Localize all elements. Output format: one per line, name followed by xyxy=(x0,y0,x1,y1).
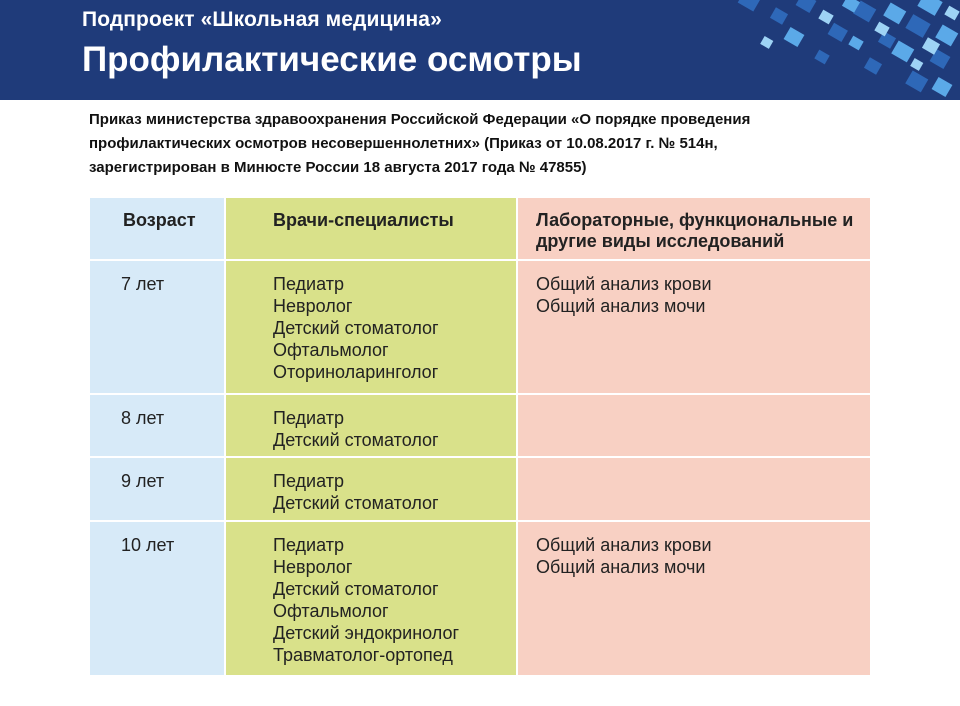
lab-item: Общий анализ мочи xyxy=(536,296,706,316)
age-value: 7 лет xyxy=(121,274,165,294)
header-age: Возраст xyxy=(89,197,225,260)
doctor-item: Травматолог-ортопед xyxy=(273,645,453,665)
age-cell xyxy=(89,521,225,676)
age-value: 8 лет xyxy=(121,408,165,428)
doctors-cell xyxy=(225,260,517,394)
header-doctors: Врачи-специалисты xyxy=(225,197,517,260)
table-row xyxy=(89,394,871,457)
doctor-item: Детский стоматолог xyxy=(273,579,439,599)
doctor-item: Офтальмолог xyxy=(273,340,389,360)
age-cell xyxy=(89,457,225,521)
doctors-cell xyxy=(225,394,517,457)
doctor-item: Педиатр xyxy=(273,408,344,428)
doctor-item: Невролог xyxy=(273,296,353,316)
examination-table xyxy=(88,196,872,677)
doctor-item: Детский стоматолог xyxy=(273,430,439,450)
doctor-item: Детский эндокринолог xyxy=(273,623,460,643)
slide-title: Профилактические осмотры xyxy=(82,40,582,79)
lab-item: Общий анализ крови xyxy=(536,535,712,555)
lab-item: Общий анализ мочи xyxy=(536,557,706,577)
slide-subtitle: Подпроект «Школьная медицина» xyxy=(82,8,442,31)
doctor-item: Педиатр xyxy=(273,535,344,555)
doctor-item: Оториноларинголог xyxy=(273,362,439,382)
doctor-item: Офтальмолог xyxy=(273,601,389,621)
age-cell xyxy=(89,260,225,394)
header-band xyxy=(0,0,960,100)
age-value: 10 лет xyxy=(121,535,175,555)
doctor-item: Педиатр xyxy=(273,274,344,294)
labs-cell xyxy=(517,260,871,394)
age-cell xyxy=(89,394,225,457)
order-reference-text: Приказ министерства здравоохранения Российской Федерации «О порядке проведения профилактических осмотров несовершеннолетних» (Приказ от 10.08.2017 г. № 514н, зарегистрирован в Минюсте России 18 августа 2017 года № 47855) xyxy=(89,111,751,176)
doctors-cell xyxy=(225,457,517,521)
header-labs: Лабораторные, функциональные и другие виды исследований xyxy=(517,197,871,260)
doctor-item: Невролог xyxy=(273,557,353,577)
table-row xyxy=(89,521,871,676)
table-header-row xyxy=(89,197,871,260)
labs-cell xyxy=(517,521,871,676)
doctors-cell xyxy=(225,521,517,676)
mosaic-decoration-icon xyxy=(680,0,960,100)
lab-item: Общий анализ крови xyxy=(536,274,712,294)
table-row xyxy=(89,260,871,394)
labs-cell xyxy=(517,457,871,521)
labs-cell xyxy=(517,394,871,457)
doctor-item: Педиатр xyxy=(273,471,344,491)
doctor-item: Детский стоматолог xyxy=(273,493,439,513)
doctor-item: Детский стоматолог xyxy=(273,318,439,338)
age-value: 9 лет xyxy=(121,471,165,491)
table-row xyxy=(89,457,871,521)
